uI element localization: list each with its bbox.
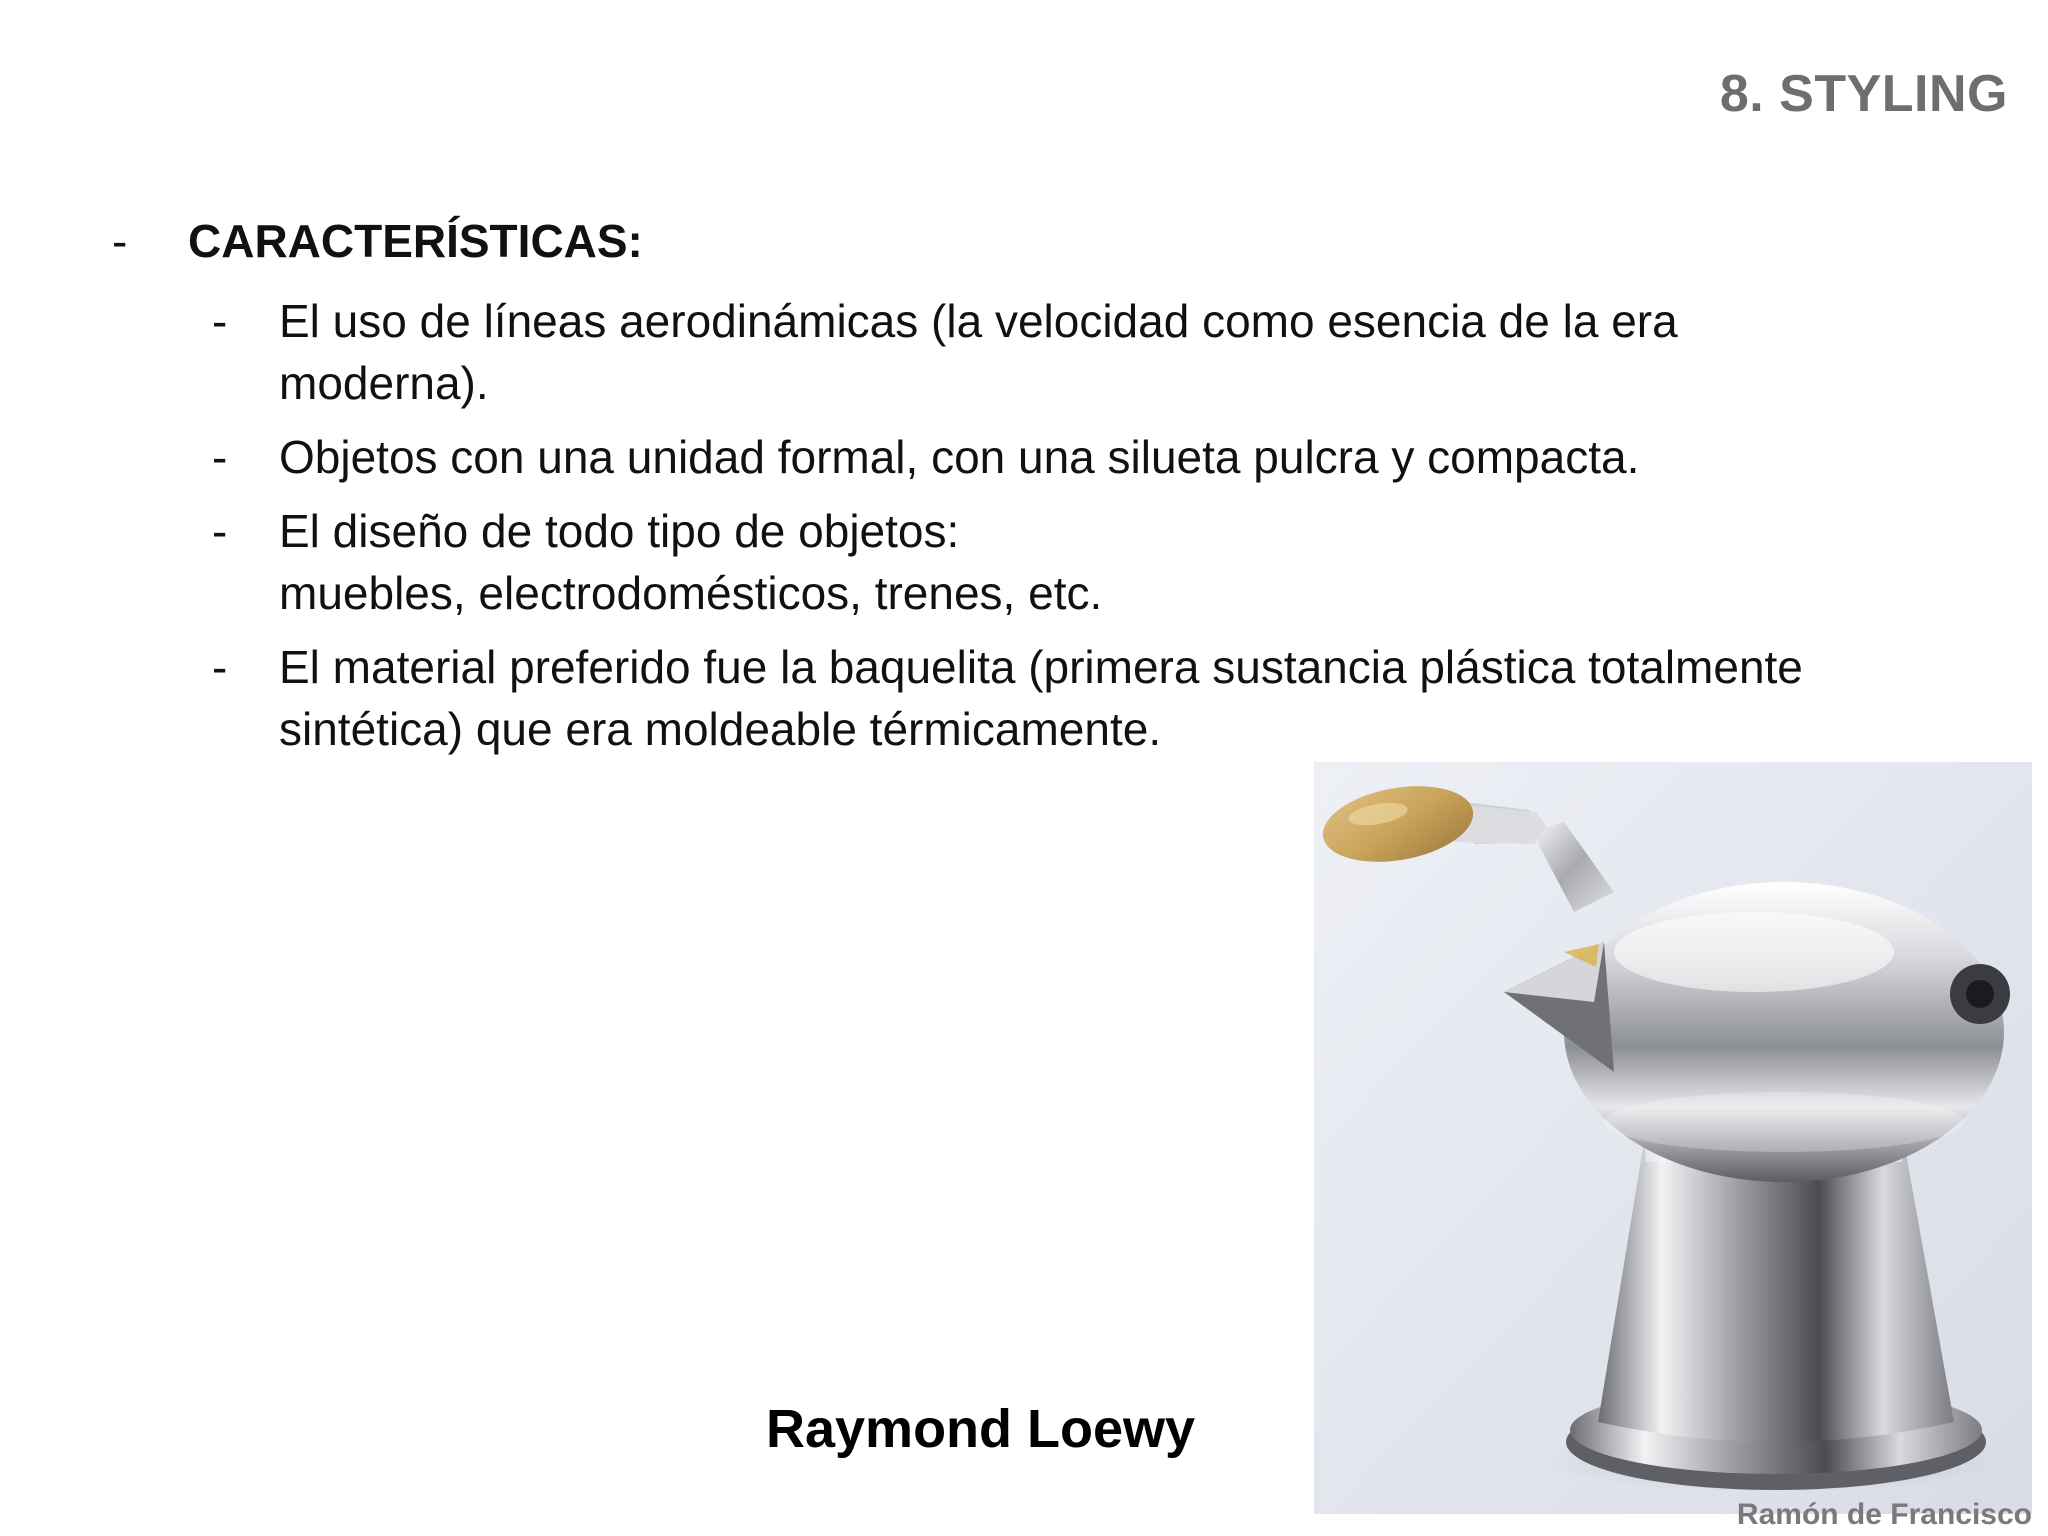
bullet-list [212, 290, 1912, 772]
bullet-marker: - [212, 505, 228, 557]
list-item [212, 500, 1912, 624]
bullet-text: El material preferido fue la baquelita (primera sustancia plástica totalmente sintética) que era moldeable térmicamente. [279, 641, 1803, 755]
pencil-sharpener-photo [1314, 762, 2032, 1514]
slide-title: 8. STYLING [1719, 65, 2008, 123]
list-item [212, 426, 1912, 488]
bullet-text: El diseño de todo tipo de objetos: muebles, electrodomésticos, trenes, etc. [279, 505, 1103, 619]
author-credit: Ramón de Francisco [1736, 1498, 2032, 1531]
bullet-marker: - [212, 295, 228, 347]
list-item [212, 290, 1912, 414]
bullet-marker: - [212, 641, 228, 693]
pencil-sharpener-illustration [1314, 762, 2032, 1514]
bullet-text: Objetos con una unidad formal, con una silueta pulcra y compacta. [279, 431, 1640, 483]
image-caption: Raymond Loewy [766, 1399, 1196, 1459]
list-item [212, 636, 1912, 760]
bullet-marker: - [212, 431, 228, 483]
heading-text: CARACTERÍSTICAS: [188, 215, 643, 267]
bullet-text: El uso de líneas aerodinámicas (la velocidad como esencia de la era moderna). [279, 295, 1678, 409]
heading-bullet: - [112, 215, 128, 267]
section-heading [112, 214, 643, 268]
